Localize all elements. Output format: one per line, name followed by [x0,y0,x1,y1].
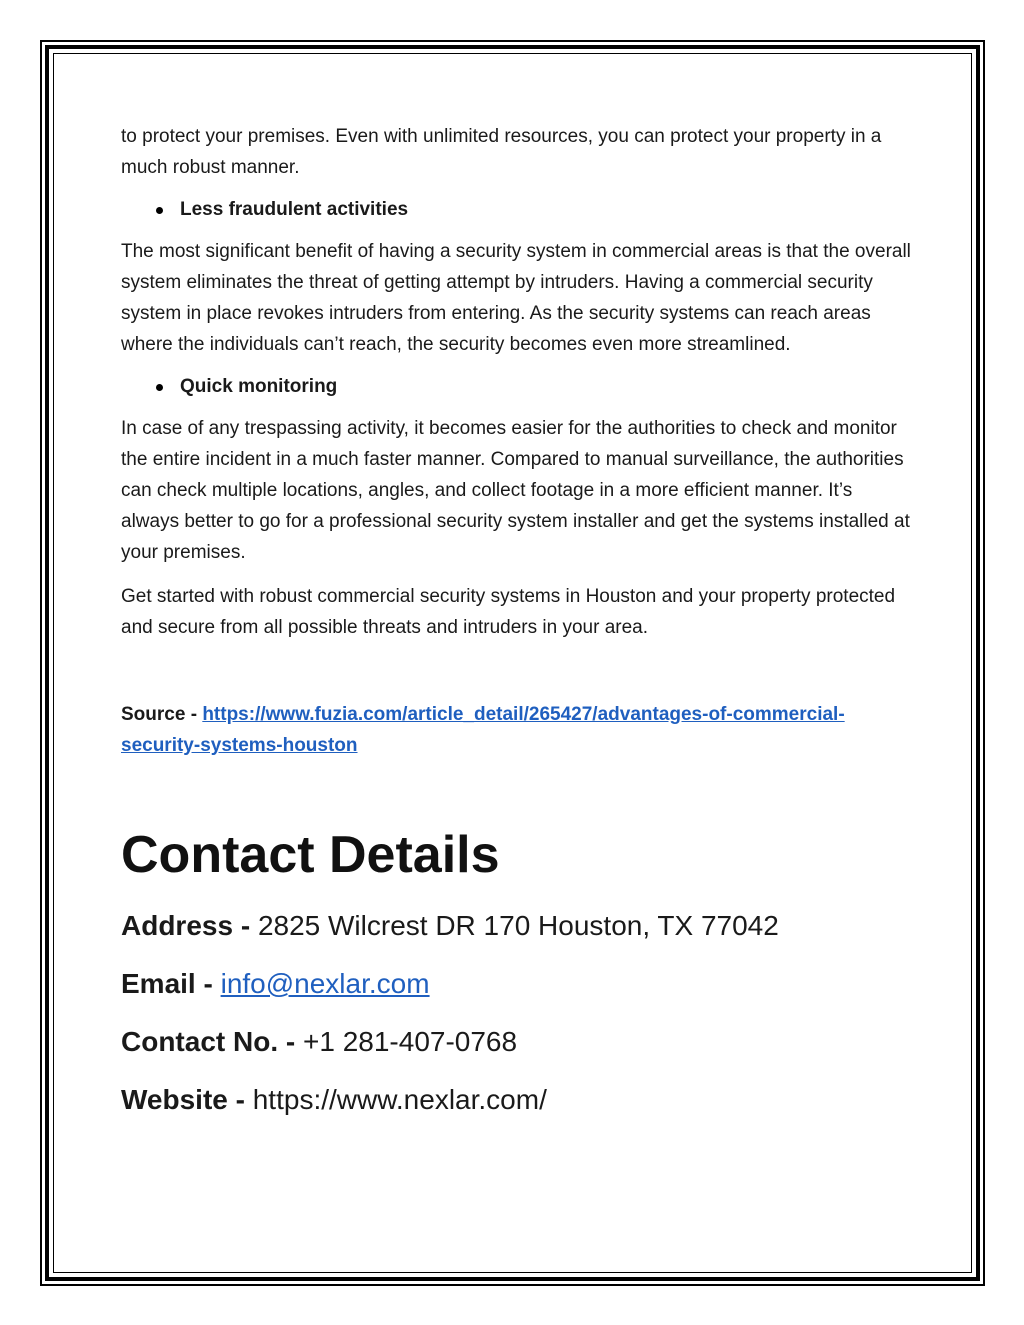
source-citation [121,699,911,761]
contact-heading: Contact Details [121,826,500,884]
source-label: Source - [121,704,203,725]
document-body [121,121,911,1119]
intro-paragraph: to protect your premises. Even with unlimited resources, you can protect your property in a much robust manner. [121,126,882,178]
section-heading-monitoring [156,373,911,401]
contact-phone [121,1023,911,1061]
section-heading-text: Quick monitoring [180,376,338,397]
section-heading-fraud [156,196,911,224]
source-link[interactable]: https://www.fuzia.com/article_detail/265427/advantages-of-commercial-security-systems-houston [121,704,845,756]
phone-value: +1 281-407-0768 [303,1026,518,1057]
bullet-icon [156,207,163,214]
email-link[interactable]: info@nexlar.com [220,968,430,999]
website-value: https://www.nexlar.com/ [252,1084,547,1115]
section-body-fraud: The most significant benefit of having a security system in commercial areas is that the overall system eliminates the threat of getting attempt by intruders. Having a commercial security system in place revokes intruders from entering. As the security systems can reach areas where the individuals can’t reach, the security becomes even more streamlined. [121,241,911,355]
email-label: Email - [121,968,221,999]
section-heading-text: Less fraudulent activities [180,199,409,220]
contact-address [121,907,911,945]
contact-website [121,1081,911,1119]
bullet-icon [156,384,163,391]
website-label: Website - [121,1084,253,1115]
closing-paragraph: Get started with robust commercial security systems in Houston and your property protected and secure from all possible threats and intruders in your area. [121,586,896,638]
section-body-monitoring: In case of any trespassing activity, it becomes easier for the authorities to check and monitor the entire incident in a much faster manner. Compared to manual surveillance, the authorities can check multiple locations, angles, and collect footage in a more efficient manner. It’s always better to go for a professional security system installer and get the systems installed at your premises. [121,418,910,563]
phone-label: Contact No. - [121,1026,303,1057]
address-value: 2825 Wilcrest DR 170 Houston, TX 77042 [257,910,779,941]
address-label: Address - [121,910,258,941]
contact-email [121,965,911,1003]
